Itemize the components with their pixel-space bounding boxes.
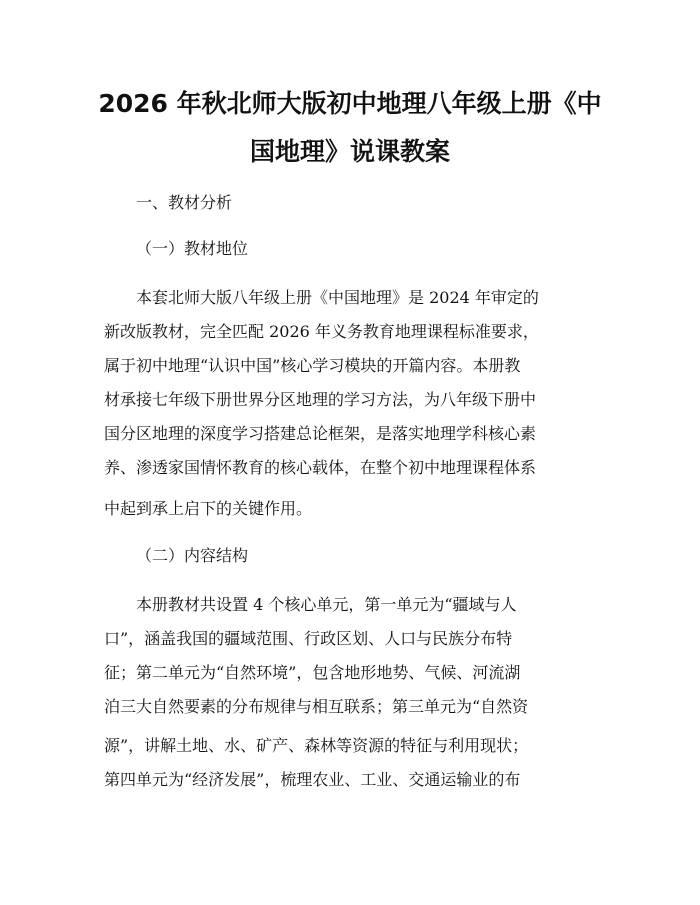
paragraph-line: 中起到承上启下的关键作用。 [104,499,313,518]
paragraph-line: 材承接七年级下册世界分区地理的学习方法，为八年级下册中 [104,390,537,409]
subsection-heading: （二）内容结构 [136,546,249,565]
document-title-line-2: 国地理》说课教案 [249,137,450,166]
paragraph-line: 征；第二单元为“自然环境”，包含地形地势、气候、河流湖 [104,663,521,682]
subsection-heading: （一）教材地位 [136,239,249,258]
paragraph-line: 本套北师大版八年级上册《中国地理》是 2024 年审定的 [136,288,539,307]
paragraph-line: 新改版教材，完全匹配 2026 年义务教育地理课程标准要求， [104,322,539,341]
paragraph-line: 口”，涵盖我国的疆域范围、行政区划、人口与民族分布特 [104,629,513,648]
section-heading: 一、教材分析 [136,193,233,212]
paragraph-line: 源”，讲解土地、水、矿产、森林等资源的特征与利用现状； [104,736,529,755]
paragraph-line: 本册教材共设置 4 个核心单元，第一单元为“疆域与人 [136,595,517,614]
paragraph-line: 属于初中地理“认识中国”核心学习模块的开篇内容。本册教 [104,356,521,375]
paragraph-line: 国分区地理的深度学习搭建总论框架，是落实地理学科核心素 [104,424,537,443]
paragraph-line: 养、渗透家国情怀教育的核心载体，在整个初中地理课程体系 [104,458,537,477]
paragraph-line: 第四单元为“经济发展”，梳理农业、工业、交通运输业的布 [104,770,521,789]
paragraph-line: 泊三大自然要素的分布规律与相互联系；第三单元为“自然资 [104,697,529,716]
document-title-line-1: 2026 年秋北师大版初中地理八年级上册《中 [98,89,602,118]
